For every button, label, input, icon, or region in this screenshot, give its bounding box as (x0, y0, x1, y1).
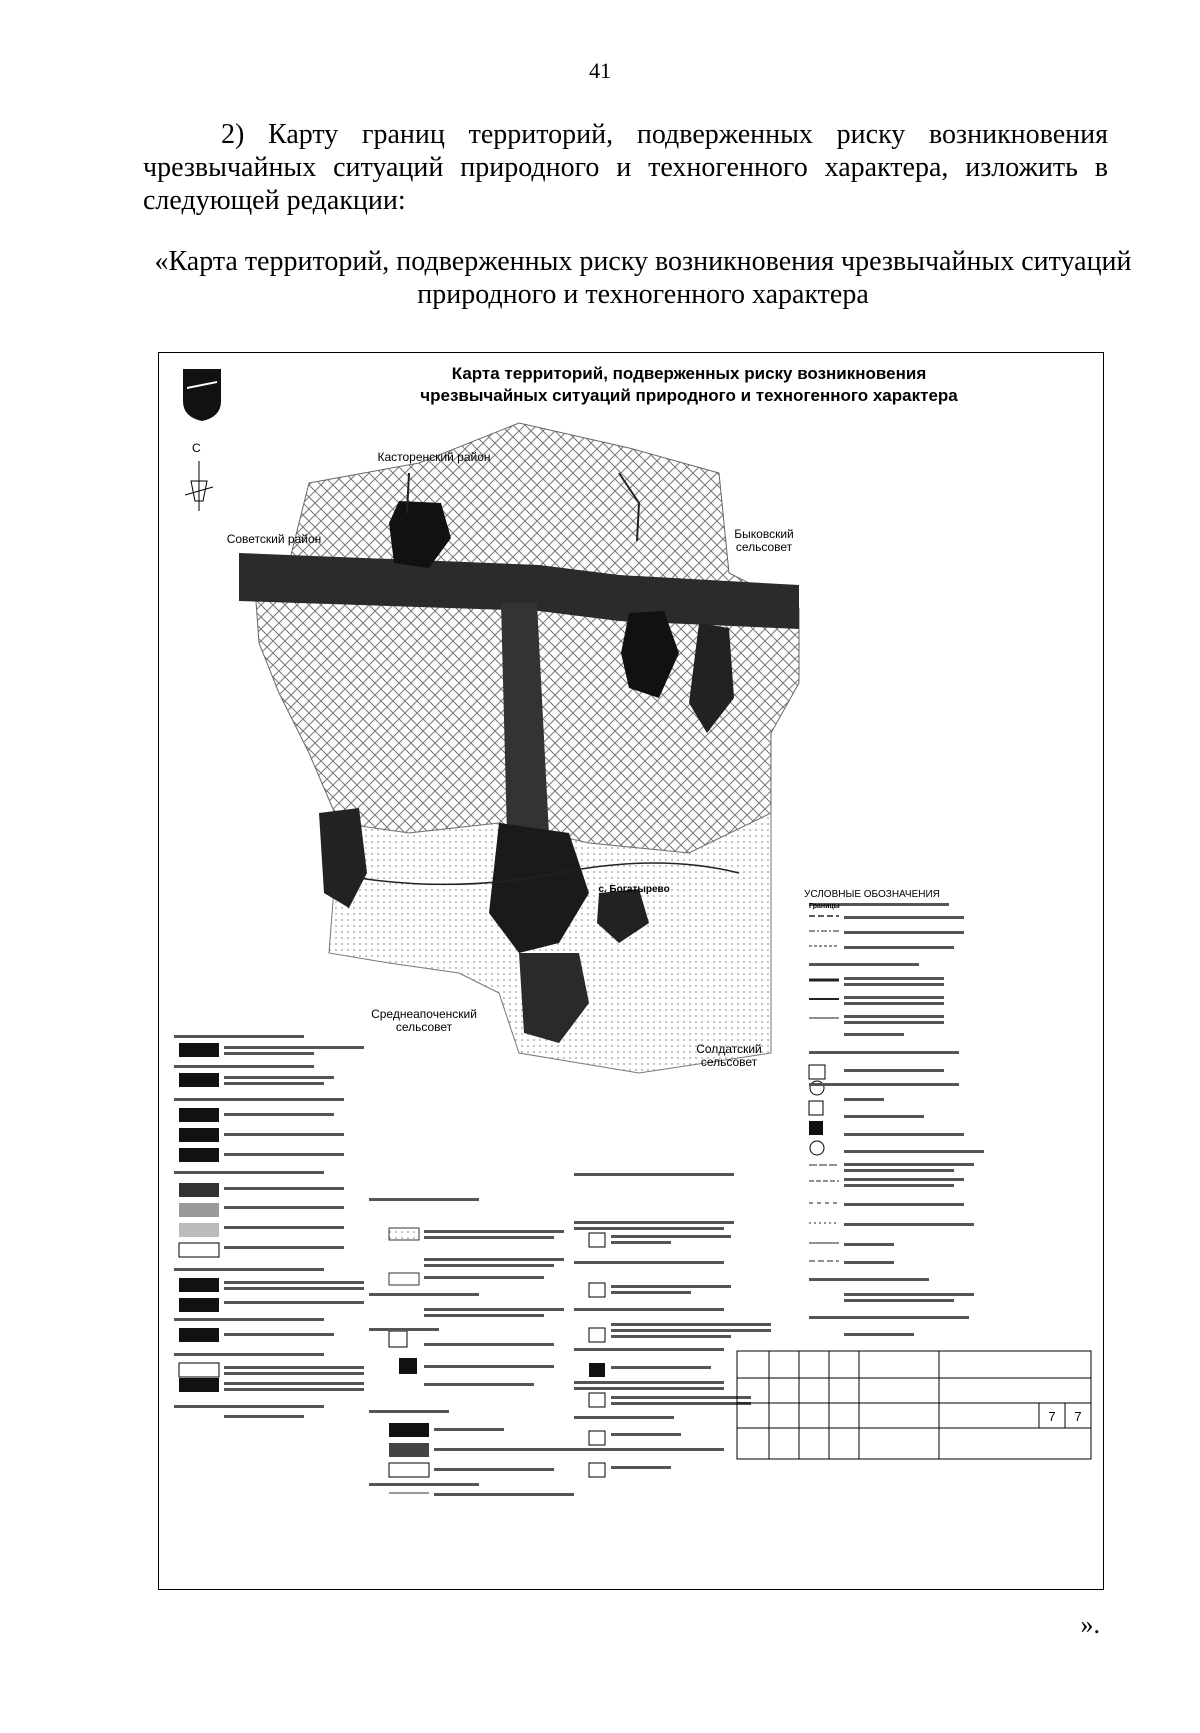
title-block (737, 1351, 1091, 1459)
north-letter: С (192, 441, 201, 455)
legend-left-swatches (179, 1043, 219, 1392)
map-title-line2: чрезвычайных ситуаций природного и техногенного характера (420, 386, 958, 405)
legend-middle-swatches (389, 1228, 429, 1493)
page-number: 41 (589, 58, 611, 83)
label-bogatyrevo: с. Богатырево (598, 884, 670, 895)
sheet-number-2: 7 (1074, 1409, 1082, 1424)
map-caption-paragraph: «Карта территорий, подверженных риску возникновения чрезвычайных ситуаций природного и техногенного характера (154, 246, 1132, 310)
compass-icon (179, 451, 219, 513)
map-title (339, 363, 1039, 407)
label-soldatsky: Солдатский сельсовет (696, 1042, 762, 1069)
legend-title: УСЛОВНЫЕ ОБОЗНАЧЕНИЯ (804, 889, 940, 900)
coat-of-arms-icon (181, 367, 223, 423)
label-bykovsky: Быковский сельсовет (734, 527, 794, 554)
label-kastorensky: Касторенский район (377, 450, 491, 464)
closing-quote: ». (1080, 1610, 1100, 1639)
sheet-number-1: 7 (1048, 1409, 1056, 1424)
label-sredneapochensky: Среднеапоченский сельсовет (371, 1007, 477, 1034)
legend-third-swatches (589, 1233, 605, 1477)
map-frame (158, 352, 1104, 1590)
legend-boundaries: Границы (809, 903, 840, 910)
map-title-line1: Карта территорий, подверженных риску возникновения (451, 364, 927, 383)
legend-right-graphics (809, 1065, 825, 1155)
amendment-paragraph: 2) Карту границ территорий, подверженных риску возникновения чрезвычайных ситуаций природного и техногенного характера, изложить в следующей редакции: (143, 119, 1108, 216)
label-sovetsky: Советский район (226, 532, 322, 546)
